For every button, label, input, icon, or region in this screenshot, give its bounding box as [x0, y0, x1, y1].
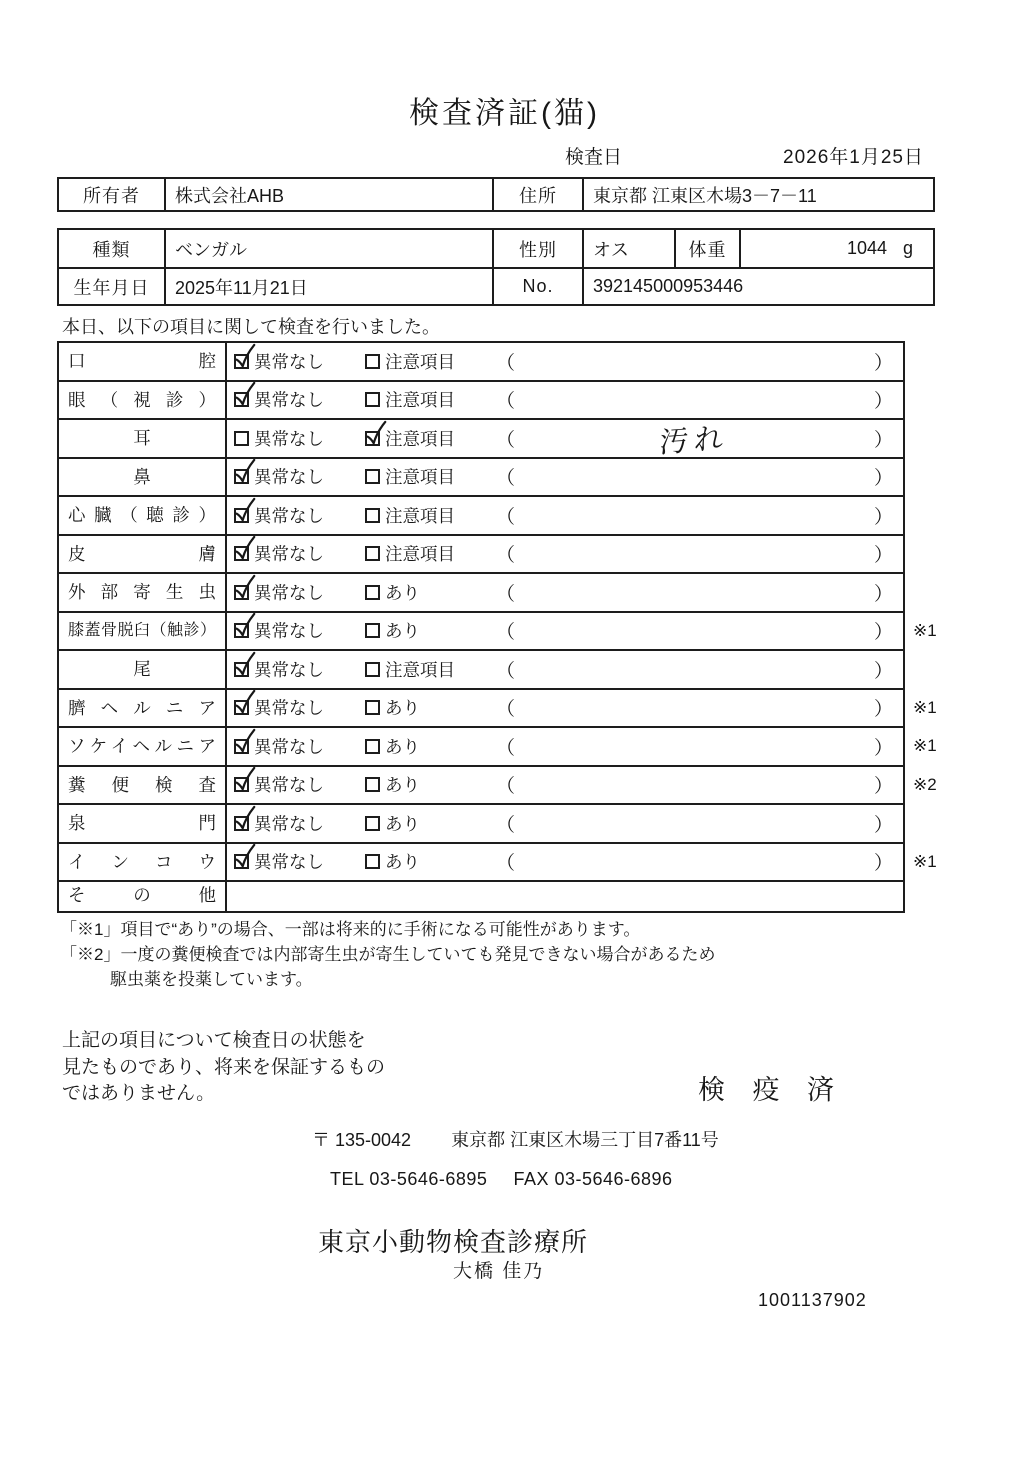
option-label: 異常なし	[254, 621, 324, 642]
checkbox-icon	[234, 392, 249, 407]
option-attention	[365, 503, 496, 528]
note-paren-close: ）	[873, 506, 893, 528]
checkmark-icon	[233, 380, 257, 408]
breed-value: ベンガル	[164, 230, 492, 267]
note-paren-close: ）	[873, 583, 893, 605]
footnote-mark: ※1	[913, 697, 937, 717]
inspection-date-label: 検査日	[565, 147, 623, 168]
veterinarian-name: 大橋 佳乃	[453, 1261, 545, 1282]
intro-text: 本日、以下の項目に関して検査を行いました。	[62, 317, 440, 337]
option-attention	[365, 580, 496, 605]
option-no-abnormality	[234, 464, 365, 489]
option-label: 注意項目	[385, 659, 455, 680]
option-no-abnormality	[234, 849, 365, 874]
option-label: 異常なし	[254, 813, 324, 834]
checkmark-icon	[233, 804, 257, 832]
inspection-row-content	[227, 651, 903, 688]
clinic-fax: FAX 03-5646-6896	[513, 1169, 673, 1189]
checkbox-icon	[234, 854, 249, 869]
option-no-abnormality	[234, 618, 365, 643]
inspection-table-row	[59, 420, 903, 459]
handwritten-note	[515, 695, 873, 720]
disclaimer-line-1: 上記の項目について検査日の状態を	[62, 1030, 366, 1051]
handwritten-note	[515, 618, 873, 643]
note-paren-close: ）	[873, 622, 893, 644]
checkbox-icon	[234, 700, 249, 715]
weight-value: 1044	[846, 238, 887, 258]
note-paren-open: （	[496, 468, 516, 490]
option-label: あり	[385, 775, 420, 796]
handwritten-note	[515, 849, 873, 874]
checkmark-icon	[233, 457, 257, 485]
inspection-table-row	[59, 690, 937, 729]
option-no-abnormality	[234, 772, 365, 797]
inspection-row-content	[227, 536, 903, 573]
option-no-abnormality	[234, 734, 365, 759]
inspection-item-name: 糞便検査	[59, 767, 227, 804]
option-label: 異常なし	[254, 736, 324, 757]
checkmark-icon	[364, 419, 388, 447]
quarantine-stamp: 検 疫 済	[698, 1075, 845, 1105]
checkbox-icon	[234, 354, 249, 369]
note-paren-open: （	[496, 737, 516, 759]
option-no-abnormality	[234, 580, 365, 605]
checkmark-icon	[233, 765, 257, 793]
option-attention	[365, 387, 496, 412]
note-paren-close: ）	[873, 468, 893, 490]
handwritten-note	[515, 657, 873, 682]
option-label: 異常なし	[254, 659, 324, 680]
option-label: あり	[385, 813, 420, 834]
inspection-table-row	[59, 613, 937, 652]
birthdate-label: 生年月日	[73, 277, 150, 298]
inspection-row-content	[227, 805, 903, 842]
checkbox-icon	[365, 469, 380, 484]
option-label: 異常なし	[254, 544, 324, 565]
page-title: 検査済証(猫)	[409, 97, 600, 130]
inspection-item-name: 眼（視診）	[59, 382, 227, 419]
option-label: 注意項目	[385, 505, 455, 526]
option-label: あり	[385, 582, 420, 603]
inspection-table-row	[59, 536, 903, 575]
inspection-table-row	[59, 882, 903, 911]
owner-row	[59, 179, 933, 210]
inspection-table-row	[59, 805, 903, 844]
checkbox-icon	[234, 816, 249, 831]
option-label: あり	[385, 852, 420, 873]
footnote-mark: ※2	[913, 774, 937, 794]
option-no-abnormality	[234, 657, 365, 682]
postal-code: 〒 135-0042	[312, 1130, 412, 1150]
inspection-item-name: インコウ	[59, 844, 227, 881]
note-paren-close: ）	[873, 814, 893, 836]
checkbox-icon	[365, 739, 380, 754]
footnote-2: 「※2」一度の糞便検査では内部寄生虫が寄生していても発見できない場合があるため	[60, 945, 716, 964]
option-label: 異常なし	[254, 390, 324, 411]
note-paren-open: （	[496, 814, 516, 836]
inspection-row-content	[227, 767, 903, 804]
inspection-row-content	[227, 882, 903, 911]
note-paren-close: ）	[873, 660, 893, 682]
inspection-row-content	[227, 728, 903, 765]
address-value: 東京都 江東区木場3－7－11	[582, 179, 933, 210]
note-paren-close: ）	[873, 352, 893, 374]
inspection-row-content	[227, 343, 903, 380]
checkbox-icon	[365, 623, 380, 638]
checkbox-icon	[365, 854, 380, 869]
option-label: 異常なし	[254, 428, 324, 449]
owner-label: 所有者	[83, 185, 140, 206]
checkbox-icon	[365, 508, 380, 523]
owner-value: 株式会社AHB	[164, 179, 492, 210]
option-label: 注意項目	[385, 467, 455, 488]
option-label: 異常なし	[254, 775, 324, 796]
clinic-address: 東京都 江東区木場三丁目7番11号	[451, 1130, 719, 1150]
handwritten-note	[515, 541, 873, 566]
option-label: あり	[385, 698, 420, 719]
option-label: 異常なし	[254, 852, 324, 873]
option-attention	[365, 618, 496, 643]
inspection-date-value: 2026年1月25日	[783, 147, 924, 168]
note-paren-open: （	[496, 429, 516, 451]
checkmark-icon	[233, 534, 257, 562]
checkbox-icon	[234, 469, 249, 484]
inspection-table-row	[59, 844, 937, 883]
clinic-tel-line	[330, 1169, 673, 1190]
checkbox-icon	[234, 777, 249, 792]
option-label: 注意項目	[385, 390, 455, 411]
option-no-abnormality	[234, 387, 365, 412]
inspection-item-name: 尾	[59, 651, 227, 688]
option-attention	[365, 464, 496, 489]
sex-value: オス	[582, 230, 674, 267]
footnote-mark: ※1	[913, 736, 937, 756]
inspection-item-name: 心臓（聴診）	[59, 497, 227, 534]
inspection-row-content	[227, 690, 903, 727]
inspection-row-content	[227, 497, 903, 534]
option-label: 異常なし	[254, 351, 324, 372]
checkmark-icon	[233, 611, 257, 639]
handwritten-note: 汚れ	[658, 422, 731, 460]
inspection-row-content	[227, 613, 903, 650]
checkbox-icon	[234, 508, 249, 523]
inspection-item-name: その他	[59, 882, 227, 911]
note-paren-close: ）	[873, 391, 893, 413]
inspection-table	[57, 341, 937, 913]
note-paren-open: （	[496, 352, 516, 374]
note-paren-open: （	[496, 853, 516, 875]
option-no-abnormality	[234, 695, 365, 720]
option-no-abnormality	[234, 503, 365, 528]
option-attention	[365, 426, 496, 451]
inspection-row-content	[227, 420, 903, 460]
option-no-abnormality	[234, 426, 365, 451]
note-paren-close: ）	[873, 737, 893, 759]
checkbox-icon	[234, 623, 249, 638]
option-no-abnormality	[234, 349, 365, 374]
id-number-value: 392145000953446	[582, 269, 933, 304]
option-label: 異常なし	[254, 467, 324, 488]
inspection-table-row	[59, 728, 937, 767]
checkbox-icon	[234, 431, 249, 446]
footnote-1: 「※1」項目で“あり”の場合、一部は将来的に手術になる可能性があります。	[60, 920, 641, 939]
option-label: 注意項目	[385, 544, 455, 565]
inspection-item-name: ソケイヘルニア	[59, 728, 227, 765]
inspection-table-row	[59, 343, 903, 382]
handwritten-note	[515, 734, 873, 759]
inspection-item-name: 外部寄生虫	[59, 574, 227, 611]
option-attention	[365, 772, 496, 797]
handwritten-note	[515, 503, 873, 528]
option-label: あり	[385, 736, 420, 757]
handwritten-note	[515, 772, 873, 797]
checkmark-icon	[233, 342, 257, 370]
weight-value-cell	[739, 230, 933, 267]
note-paren-close: ）	[873, 545, 893, 567]
breed-label: 種類	[92, 239, 131, 260]
animal-table	[57, 228, 935, 306]
note-paren-open: （	[496, 776, 516, 798]
animal-row-1	[59, 230, 933, 267]
weight-label: 体重	[674, 230, 739, 267]
note-paren-open: （	[496, 699, 516, 721]
checkmark-icon	[233, 573, 257, 601]
option-attention	[365, 657, 496, 682]
inspection-row-content	[227, 459, 903, 496]
inspection-item-name: 膝蓋骨脱臼（触診）	[59, 613, 227, 650]
clinic-postal-line	[312, 1126, 719, 1152]
checkbox-icon	[365, 662, 380, 677]
option-attention	[365, 734, 496, 759]
inspection-row-content	[227, 574, 903, 611]
footnote-2-continued: 駆虫薬を投薬しています。	[110, 970, 313, 989]
handwritten-note	[515, 580, 873, 605]
note-paren-open: （	[496, 506, 516, 528]
id-number-label: No.	[492, 269, 582, 304]
footnote-mark: ※1	[913, 851, 937, 871]
footnotes	[60, 917, 715, 992]
option-attention	[365, 695, 496, 720]
note-paren-close: ）	[873, 853, 893, 875]
note-paren-close: ）	[873, 776, 893, 798]
inspection-item-name: 泉門	[59, 805, 227, 842]
note-paren-close: ）	[873, 429, 893, 451]
sex-label: 性別	[492, 230, 582, 267]
note-paren-open: （	[496, 545, 516, 567]
option-attention	[365, 811, 496, 836]
inspection-table-row	[59, 651, 903, 690]
checkbox-icon	[234, 585, 249, 600]
option-no-abnormality	[234, 811, 365, 836]
handwritten-note	[515, 464, 873, 489]
checkbox-icon	[365, 585, 380, 600]
checkbox-icon	[365, 700, 380, 715]
checkbox-icon	[365, 816, 380, 831]
checkbox-icon	[234, 662, 249, 677]
option-label: 異常なし	[254, 505, 324, 526]
note-paren-open: （	[496, 583, 516, 605]
birthdate-value: 2025年11月21日	[164, 269, 492, 304]
disclaimer	[62, 1028, 385, 1108]
checkbox-icon	[365, 392, 380, 407]
inspection-item-name: 鼻	[59, 459, 227, 496]
option-label: 異常なし	[254, 582, 324, 603]
checkbox-icon	[365, 546, 380, 561]
inspection-row-content	[227, 844, 903, 881]
checkbox-icon	[365, 777, 380, 792]
checkbox-icon	[365, 354, 380, 369]
checkmark-icon	[233, 650, 257, 678]
option-attention	[365, 349, 496, 374]
inspection-table-row	[59, 497, 903, 536]
handwritten-note	[515, 811, 873, 836]
checkbox-icon	[234, 739, 249, 754]
checkmark-icon	[233, 496, 257, 524]
checkbox-icon	[365, 431, 380, 446]
animal-row-2	[59, 267, 933, 304]
serial-number: 1001137902	[758, 1290, 867, 1310]
address-label: 住所	[492, 179, 582, 210]
option-label: 注意項目	[385, 428, 455, 449]
checkmark-icon	[233, 688, 257, 716]
option-attention	[365, 541, 496, 566]
note-paren-close: ）	[873, 699, 893, 721]
inspection-item-name: 耳	[59, 420, 227, 457]
clinic-name: 東京小動物検査診療所	[318, 1227, 589, 1257]
note-paren-open: （	[496, 622, 516, 644]
inspection-table-row	[59, 767, 937, 806]
option-attention	[365, 849, 496, 874]
note-paren-open: （	[496, 660, 516, 682]
checkmark-icon	[233, 727, 257, 755]
checkbox-icon	[234, 546, 249, 561]
inspection-item-name: 臍ヘルニア	[59, 690, 227, 727]
inspection-table-row	[59, 574, 903, 613]
inspection-item-name: 皮膚	[59, 536, 227, 573]
option-label: 注意項目	[385, 351, 455, 372]
disclaimer-line-3: ではありません。	[62, 1083, 216, 1104]
disclaimer-line-2: 見たものであり、将来を保証するもの	[62, 1056, 386, 1078]
owner-table	[57, 177, 935, 212]
option-label: 異常なし	[254, 698, 324, 719]
inspection-table-row	[59, 459, 903, 498]
footnote-mark: ※1	[913, 620, 937, 640]
clinic-tel: TEL 03-5646-6895	[330, 1169, 488, 1189]
option-no-abnormality	[234, 541, 365, 566]
inspection-item-name: 口腔	[59, 343, 227, 380]
option-label: あり	[385, 621, 420, 642]
handwritten-note	[515, 349, 873, 374]
checkmark-icon	[233, 842, 257, 870]
note-paren-open: （	[496, 391, 516, 413]
weight-unit: g	[902, 238, 913, 258]
